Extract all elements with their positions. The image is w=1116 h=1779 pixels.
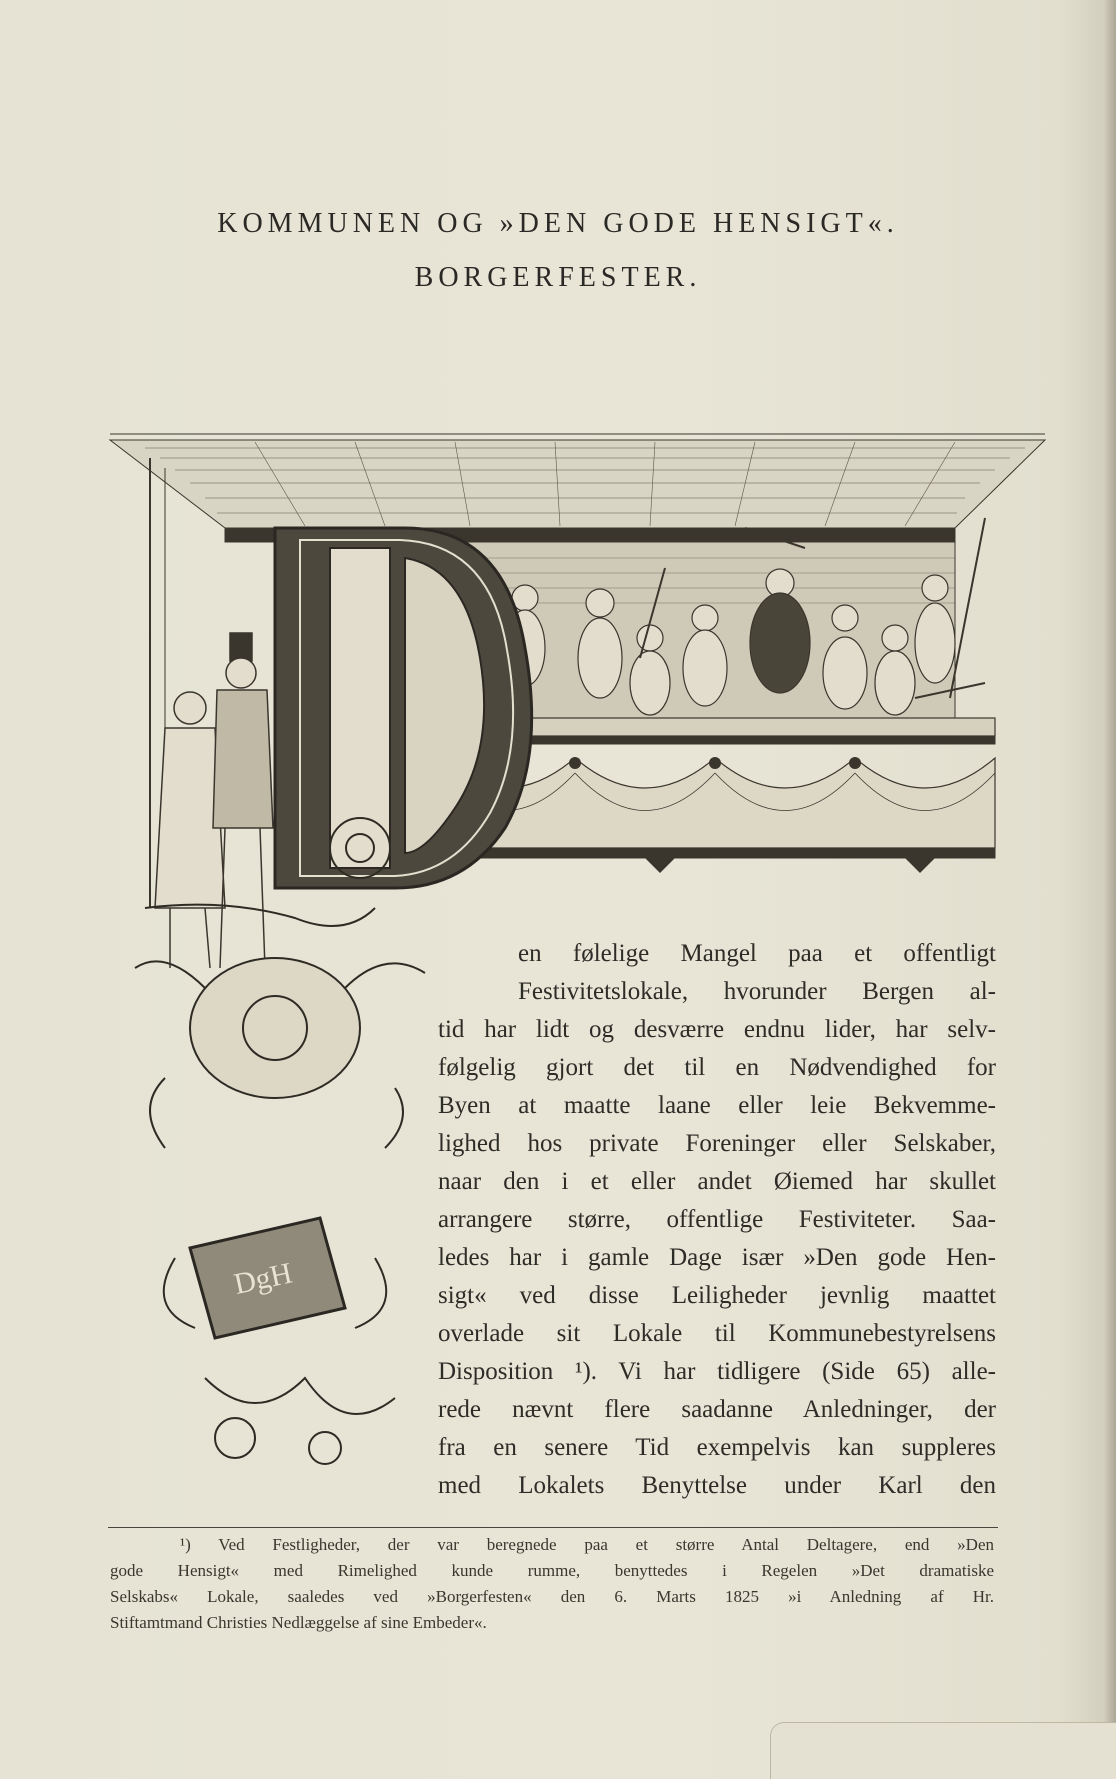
scrollwork-ornament xyxy=(135,818,425,1464)
text-line: tid har lidt og desværre endnu lider, har selv- xyxy=(438,1016,996,1043)
text-line: rede nævnt flere saadanne Anledninger, der xyxy=(438,1396,996,1423)
footnote xyxy=(110,1532,994,1636)
text-line: Disposition ¹). Vi har tidligere (Side 65) alle- xyxy=(438,1358,996,1385)
text-line: ledes har i gamle Dage især »Den gode Hen- xyxy=(438,1244,996,1271)
text-line: Byen at maatte laane eller leie Bekvemme- xyxy=(438,1092,996,1119)
footnote-line: Selskabs« Lokale, saaledes ved »Borgerfesten« den 6. Marts 1825 »i Anledning af Hr. xyxy=(110,1587,994,1606)
footnote-divider xyxy=(108,1527,998,1528)
text-line: følgelig gjort det til en Nødvendighed for xyxy=(438,1054,996,1081)
text-line: lighed hos private Foreninger eller Selskaber, xyxy=(438,1130,996,1157)
text-line: overlade sit Lokale til Kommunebestyrelsens xyxy=(438,1320,996,1347)
initial-letter-d xyxy=(275,528,532,888)
text-line: fra en senere Tid exempelvis kan suppleres xyxy=(438,1434,996,1461)
text-line: en følelige Mangel paa et offentligt xyxy=(518,940,996,967)
text-line: Festivitetslokale, hvorunder Bergen al- xyxy=(518,978,996,1005)
page-corner-tab xyxy=(770,1722,1116,1779)
shield-monogram-text: DgH xyxy=(231,1256,295,1301)
footnote-line: Stiftamtmand Christies Nedlæggelse af sine Embeder«. xyxy=(110,1613,487,1632)
chapter-subheading: BORGERFESTER. xyxy=(414,262,702,293)
text-line: sigt« ved disse Leiligheder jevnlig maattet xyxy=(438,1282,996,1309)
text-line: arrangere større, offentlige Festiviteter. Saa- xyxy=(438,1206,996,1233)
chapter-heading: KOMMUNEN OG »DEN GODE HENSIGT«. xyxy=(217,208,899,239)
two-gentlemen-figures xyxy=(155,633,273,968)
text-line: naar den i et eller andet Øiemed har skullet xyxy=(438,1168,996,1195)
monogram-shield xyxy=(190,1218,345,1338)
footnote-line: gode Hensigt« med Rimelighed kunde rumme, benyttedes i Regelen »Det dramatiske xyxy=(110,1561,994,1580)
text-line: med Lokalets Benyttelse under Karl den xyxy=(438,1472,996,1499)
footnote-line: ¹) Ved Festligheder, der var beregnede paa et større Antal Deltagere, end »Den xyxy=(180,1535,994,1554)
